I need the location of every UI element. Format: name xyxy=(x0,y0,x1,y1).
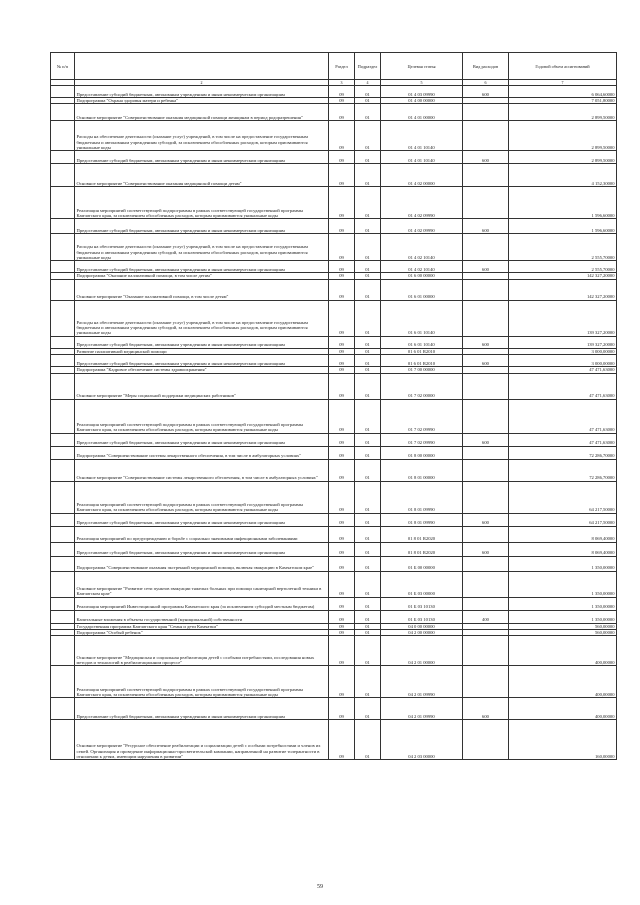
row-target-cell: 04 2 01 09990 xyxy=(381,698,463,720)
row-expense-type-cell: 600 xyxy=(463,513,509,526)
row-section-cell: 09 xyxy=(329,348,355,354)
row-name-cell: Расходы на обеспечение деятельности (оказание услуг) учреждений, в том числе на предоставление государственным бюджетным и автономным учреждениям субсидий, за исключением обособленных расходов, которым присваиваются уникальные коды xyxy=(75,121,329,151)
row-subsection-cell: 01 xyxy=(355,623,381,629)
row-target-cell: 01 8 01 R2020 xyxy=(381,526,463,542)
row-target-cell: 01 4 02 09990 xyxy=(381,187,463,219)
row-amount-cell: 1 596,60000 xyxy=(509,219,617,234)
table-row xyxy=(51,526,617,542)
row-amount-cell: 8 069,40000 xyxy=(509,542,617,556)
row-amount-cell: 47 471,63000 xyxy=(509,373,617,399)
row-subsection-cell: 01 xyxy=(355,373,381,399)
row-expense-type-cell: 600 xyxy=(463,698,509,720)
row-amount-cell: 3 000,00000 xyxy=(509,355,617,367)
row-expense-type-cell xyxy=(463,121,509,151)
row-amount-cell: 47 471,63000 xyxy=(509,399,617,433)
header-section: Раздел xyxy=(329,53,355,80)
row-amount-cell: 72 286,70000 xyxy=(509,459,617,481)
row-subsection-cell: 01 xyxy=(355,459,381,481)
row-subsection-cell: 01 xyxy=(355,121,381,151)
row-subsection-cell: 01 xyxy=(355,542,381,556)
row-section-cell: 09 xyxy=(329,446,355,459)
table-row xyxy=(51,300,617,336)
row-section-cell: 09 xyxy=(329,86,355,98)
row-name-cell: Предоставление субсидий бюджетным, автономным учреждениям и иным некоммерческим организациям xyxy=(75,336,329,348)
row-expense-type-cell xyxy=(463,164,509,187)
table-row xyxy=(51,187,617,219)
row-number-cell xyxy=(51,151,75,164)
row-subsection-cell: 01 xyxy=(355,279,381,300)
row-name-cell: Основное мероприятие "Развитие сети пунктов эвакуации тяжелых больных при помощи санитарной вертолетной техники в Камчатском крае" xyxy=(75,571,329,597)
row-target-cell: 04 0 00 00000 xyxy=(381,623,463,629)
row-section-cell: 09 xyxy=(329,698,355,720)
row-name-cell: Реализация мероприятий соответствующей подпрограммы в рамках соответствующей государственной программы Камчатского края, за исключением обособленных расходов, которым присваиваются уникальные коды xyxy=(75,666,329,698)
row-target-cell: 01 4 01 00000 xyxy=(381,104,463,121)
row-number-cell xyxy=(51,373,75,399)
row-target-cell: 01 6 01 00000 xyxy=(381,279,463,300)
row-amount-cell: 1 596,60000 xyxy=(509,187,617,219)
row-number-cell xyxy=(51,433,75,446)
row-section-cell: 09 xyxy=(329,433,355,446)
table-row xyxy=(51,433,617,446)
table-row xyxy=(51,373,617,399)
row-expense-type-cell xyxy=(463,104,509,121)
row-amount-cell: 1 350,00000 xyxy=(509,597,617,610)
row-target-cell: 01 4 02 10140 xyxy=(381,234,463,261)
row-amount-cell: 560,00000 xyxy=(509,630,617,636)
row-number-cell xyxy=(51,597,75,610)
header-no: № п/п xyxy=(51,53,75,80)
row-name-cell: Предоставление субсидий бюджетным, автономным учреждениям и иным некоммерческим организациям xyxy=(75,151,329,164)
row-section-cell: 09 xyxy=(329,636,355,666)
row-subsection-cell: 01 xyxy=(355,367,381,373)
table-row xyxy=(51,542,617,556)
table-row xyxy=(51,164,617,187)
row-amount-cell: 47 471,63000 xyxy=(509,367,617,373)
row-section-cell: 09 xyxy=(329,399,355,433)
row-amount-cell: 64 217,50000 xyxy=(509,513,617,526)
row-number-cell xyxy=(51,556,75,571)
row-subsection-cell: 01 xyxy=(355,433,381,446)
row-name-cell: Основное мероприятие "Ресурсное обеспечение реабилитации и социализации детей с особыми потребностями и членов их семей. Организация и проведение информационно-просветительской кампании, направленной на развитие толерантности в отношении к детям, имеющим нарушения в развитии" xyxy=(75,720,329,760)
row-section-cell: 09 xyxy=(329,367,355,373)
header-target: Целевая статья xyxy=(381,53,463,80)
header-row xyxy=(51,53,617,80)
row-target-cell: 01 Б 03 00000 xyxy=(381,571,463,597)
row-number-cell xyxy=(51,446,75,459)
row-subsection-cell: 01 xyxy=(355,636,381,666)
row-expense-type-cell: 600 xyxy=(463,542,509,556)
row-expense-type-cell xyxy=(463,597,509,610)
row-target-cell: 01 4 01 10140 xyxy=(381,151,463,164)
row-expense-type-cell xyxy=(463,234,509,261)
row-subsection-cell: 01 xyxy=(355,513,381,526)
row-subsection-cell: 01 xyxy=(355,104,381,121)
row-section-cell: 09 xyxy=(329,219,355,234)
row-target-cell: 01 4 02 10140 xyxy=(381,261,463,273)
row-target-cell: 01 Б 03 10130 xyxy=(381,597,463,610)
row-name-cell: Основное мероприятие "Оказание паллиативной помощи, в том числе детям" xyxy=(75,279,329,300)
row-name-cell: Предоставление субсидий бюджетным, автономным учреждениям и иным некоммерческим организациям xyxy=(75,698,329,720)
row-name-cell: Основное мероприятие "Совершенствование оказания медицинской помощи женщинам в период родоразрешения" xyxy=(75,104,329,121)
row-amount-cell: 8 069,40000 xyxy=(509,526,617,542)
row-number-cell xyxy=(51,279,75,300)
column-number: 7 xyxy=(509,80,617,86)
row-target-cell: 04 2 01 00000 xyxy=(381,636,463,666)
row-amount-cell: 142 327,20000 xyxy=(509,279,617,300)
row-amount-cell: 2 899,50000 xyxy=(509,151,617,164)
row-number-cell xyxy=(51,571,75,597)
table-row xyxy=(51,698,617,720)
row-amount-cell: 1 350,00000 xyxy=(509,610,617,623)
row-expense-type-cell xyxy=(463,556,509,571)
row-name-cell: Расходы на обеспечение деятельности (оказание услуг) учреждений, в том числе на предоставление государственным бюджетным и автономным учреждениям субсидий, за исключением обособленных расходов, которым присваиваются уникальные коды xyxy=(75,234,329,261)
row-name-cell: Развитие паллиативной медицинской помощи xyxy=(75,348,329,354)
table-row xyxy=(51,104,617,121)
row-section-cell: 09 xyxy=(329,355,355,367)
row-number-cell xyxy=(51,104,75,121)
row-target-cell: 04 2 03 00000 xyxy=(381,720,463,760)
row-target-cell: 01 4 03 09990 xyxy=(381,86,463,98)
row-number-cell xyxy=(51,187,75,219)
row-subsection-cell: 01 xyxy=(355,481,381,513)
column-number: 3 xyxy=(329,80,355,86)
row-amount-cell: 3 000,00000 xyxy=(509,348,617,354)
row-expense-type-cell xyxy=(463,373,509,399)
row-expense-type-cell: 600 xyxy=(463,151,509,164)
row-name-cell: Предоставление субсидий бюджетным, автономным учреждениям и иным некоммерческим организациям xyxy=(75,542,329,556)
row-amount-cell: 1 350,00000 xyxy=(509,556,617,571)
row-amount-cell: 4 152,30000 xyxy=(509,164,617,187)
row-amount-cell: 139 327,20000 xyxy=(509,300,617,336)
row-target-cell: 01 7 00 00000 xyxy=(381,367,463,373)
row-target-cell: 01 Б 03 10130 xyxy=(381,610,463,623)
row-amount-cell: 560,00000 xyxy=(509,623,617,629)
row-target-cell: 01 8 01 R2020 xyxy=(381,542,463,556)
row-subsection-cell: 01 xyxy=(355,219,381,234)
row-section-cell: 09 xyxy=(329,261,355,273)
table-row xyxy=(51,151,617,164)
header-name xyxy=(75,53,329,80)
row-amount-cell: 142 327,20000 xyxy=(509,273,617,279)
row-section-cell: 09 xyxy=(329,121,355,151)
table-row xyxy=(51,279,617,300)
table-row xyxy=(51,234,617,261)
row-number-cell xyxy=(51,481,75,513)
row-section-cell: 09 xyxy=(329,234,355,261)
table-row xyxy=(51,481,617,513)
row-name-cell: Предоставление субсидий бюджетным, автономным учреждениям и иным некоммерческим организациям xyxy=(75,433,329,446)
row-subsection-cell: 01 xyxy=(355,446,381,459)
row-target-cell: 01 8 01 00000 xyxy=(381,459,463,481)
row-number-cell xyxy=(51,513,75,526)
row-expense-type-cell: 600 xyxy=(463,219,509,234)
row-expense-type-cell xyxy=(463,399,509,433)
row-subsection-cell: 01 xyxy=(355,666,381,698)
row-number-cell xyxy=(51,526,75,542)
row-target-cell: 01 8 01 09990 xyxy=(381,513,463,526)
table-row xyxy=(51,121,617,151)
row-section-cell: 09 xyxy=(329,279,355,300)
row-section-cell: 09 xyxy=(329,373,355,399)
row-number-cell xyxy=(51,86,75,98)
row-name-cell: Реализация мероприятий соответствующей подпрограммы в рамках соответствующей государственной программы Камчатского края, за исключением обособленных расходов, которым присваиваются уникальные коды xyxy=(75,481,329,513)
row-target-cell: 01 6 01 R2010 xyxy=(381,355,463,367)
row-section-cell: 09 xyxy=(329,151,355,164)
row-target-cell: 01 Б 00 00000 xyxy=(381,556,463,571)
row-subsection-cell: 01 xyxy=(355,526,381,542)
page-number: 59 xyxy=(317,884,323,890)
row-subsection-cell: 01 xyxy=(355,355,381,367)
row-amount-cell: 72 286,70000 xyxy=(509,446,617,459)
row-subsection-cell: 01 xyxy=(355,98,381,104)
table-row xyxy=(51,597,617,610)
row-amount-cell: 400,00000 xyxy=(509,666,617,698)
row-expense-type-cell: 600 xyxy=(463,261,509,273)
row-expense-type-cell xyxy=(463,571,509,597)
row-expense-type-cell xyxy=(463,300,509,336)
row-name-cell: Реализация мероприятий Инвестиционной программы Камчатского края (за исключением субсидий местным бюджетам) xyxy=(75,597,329,610)
column-number: 4 xyxy=(355,80,381,86)
row-section-cell: 09 xyxy=(329,597,355,610)
row-expense-type-cell xyxy=(463,666,509,698)
row-name-cell: Реализация мероприятий соответствующей подпрограммы в рамках соответствующей государственной программы Камчатского края, за исключением обособленных расходов, которым присваиваются уникальные коды xyxy=(75,187,329,219)
row-number-cell xyxy=(51,610,75,623)
row-name-cell: Предоставление субсидий бюджетным, автономным учреждениям и иным некоммерческим организациям xyxy=(75,513,329,526)
row-section-cell: 09 xyxy=(329,526,355,542)
row-subsection-cell: 01 xyxy=(355,630,381,636)
table-row xyxy=(51,336,617,348)
row-amount-cell: 400,00000 xyxy=(509,698,617,720)
row-expense-type-cell xyxy=(463,187,509,219)
row-name-cell: Подпрограмма "Особый ребенок" xyxy=(75,630,329,636)
row-target-cell: 04 2 00 00000 xyxy=(381,630,463,636)
row-number-cell xyxy=(51,720,75,760)
row-number-cell xyxy=(51,336,75,348)
row-section-cell: 09 xyxy=(329,571,355,597)
row-expense-type-cell xyxy=(463,459,509,481)
row-expense-type-cell: 600 xyxy=(463,86,509,98)
row-section-cell: 09 xyxy=(329,513,355,526)
row-number-cell xyxy=(51,399,75,433)
table-row xyxy=(51,86,617,98)
row-number-cell xyxy=(51,698,75,720)
row-subsection-cell: 01 xyxy=(355,336,381,348)
row-amount-cell: 6 064,60000 xyxy=(509,86,617,98)
row-name-cell: Основное мероприятие "Медицинская и социальная реабилитация детей с особыми потребностями, исследования новых методов и технологий в реабилитационном процессе" xyxy=(75,636,329,666)
row-subsection-cell: 01 xyxy=(355,187,381,219)
row-target-cell: 01 6 01 R2010 xyxy=(381,348,463,354)
row-number-cell xyxy=(51,636,75,666)
table-row xyxy=(51,720,617,760)
row-name-cell: Предоставление субсидий бюджетным, автономным учреждениям и иным некоммерческим организациям xyxy=(75,219,329,234)
row-target-cell: 01 6 00 00000 xyxy=(381,273,463,279)
row-section-cell: 09 xyxy=(329,336,355,348)
row-name-cell: Расходы на обеспечение деятельности (оказание услуг) учреждений, в том числе на предоставление государственным бюджетным и автономным учреждениям субсидий, за исключением обособленных расходов, которым присваиваются уникальные коды xyxy=(75,300,329,336)
row-section-cell: 09 xyxy=(329,98,355,104)
row-expense-type-cell xyxy=(463,636,509,666)
row-subsection-cell: 01 xyxy=(355,571,381,597)
table-row xyxy=(51,261,617,273)
row-section-cell: 09 xyxy=(329,164,355,187)
row-number-cell xyxy=(51,459,75,481)
row-number-cell xyxy=(51,121,75,151)
row-amount-cell: 7 051,80000 xyxy=(509,98,617,104)
row-name-cell: Подпрограмма "Совершенствование системы лекарственного обеспечения, в том числе в амбулаторных условиях" xyxy=(75,446,329,459)
column-number: 2 xyxy=(75,80,329,86)
row-target-cell: 01 7 02 09990 xyxy=(381,433,463,446)
row-amount-cell: 1 350,00000 xyxy=(509,571,617,597)
row-amount-cell: 47 471,63000 xyxy=(509,433,617,446)
row-section-cell: 09 xyxy=(329,300,355,336)
row-subsection-cell: 01 xyxy=(355,698,381,720)
row-target-cell: 04 2 01 09990 xyxy=(381,666,463,698)
table-row xyxy=(51,636,617,666)
row-number-cell xyxy=(51,164,75,187)
table-row xyxy=(51,446,617,459)
row-expense-type-cell xyxy=(463,446,509,459)
row-expense-type-cell: 400 xyxy=(463,610,509,623)
table-row xyxy=(51,355,617,367)
row-name-cell: Основное мероприятие "Совершенствование системы лекарственного обеспечения, в том числе в амбулаторных условиях" xyxy=(75,459,329,481)
row-number-cell xyxy=(51,355,75,367)
row-section-cell: 09 xyxy=(329,666,355,698)
row-target-cell: 01 4 02 00000 xyxy=(381,164,463,187)
table-body xyxy=(51,86,617,760)
row-name-cell: Подпрограмма "Охрана здоровья матери и ребенка" xyxy=(75,98,329,104)
table-row xyxy=(51,610,617,623)
row-section-cell: 09 xyxy=(329,104,355,121)
row-name-cell: Основное мероприятие "Меры социальной поддержки медицинских работников" xyxy=(75,373,329,399)
column-number: 6 xyxy=(463,80,509,86)
table-row xyxy=(51,219,617,234)
row-name-cell: Подпрограмма "Совершенствование оказания экстренной медицинской помощи, включая эвакуацию в Камчатском крае" xyxy=(75,556,329,571)
row-section-cell: 09 xyxy=(329,623,355,629)
row-subsection-cell: 01 xyxy=(355,86,381,98)
table-row xyxy=(51,399,617,433)
row-subsection-cell: 01 xyxy=(355,348,381,354)
row-number-cell xyxy=(51,666,75,698)
row-subsection-cell: 01 xyxy=(355,273,381,279)
row-subsection-cell: 01 xyxy=(355,151,381,164)
table-row xyxy=(51,571,617,597)
row-amount-cell: 2 555,70000 xyxy=(509,261,617,273)
row-amount-cell: 160,00000 xyxy=(509,720,617,760)
row-target-cell: 01 7 02 00000 xyxy=(381,373,463,399)
row-subsection-cell: 01 xyxy=(355,556,381,571)
row-amount-cell: 64 217,50000 xyxy=(509,481,617,513)
row-section-cell: 09 xyxy=(329,481,355,513)
row-section-cell: 09 xyxy=(329,542,355,556)
row-expense-type-cell: 600 xyxy=(463,336,509,348)
row-name-cell: Капитальные вложения в объекты государственной (муниципальной) собственности xyxy=(75,610,329,623)
row-number-cell xyxy=(51,219,75,234)
row-amount-cell: 2 555,70000 xyxy=(509,234,617,261)
row-amount-cell: 139 327,20000 xyxy=(509,336,617,348)
budget-table xyxy=(50,52,617,760)
row-target-cell: 01 6 01 10140 xyxy=(381,336,463,348)
row-name-cell: Предоставление субсидий бюджетным, автономным учреждениям и иным некоммерческим организациям xyxy=(75,86,329,98)
header-subsection: Подраздел xyxy=(355,53,381,80)
row-target-cell: 01 8 00 00000 xyxy=(381,446,463,459)
header-expense-type: Вид расходов xyxy=(463,53,509,80)
row-subsection-cell: 01 xyxy=(355,597,381,610)
row-expense-type-cell xyxy=(463,481,509,513)
row-target-cell: 01 4 01 10140 xyxy=(381,121,463,151)
row-subsection-cell: 01 xyxy=(355,234,381,261)
row-expense-type-cell xyxy=(463,279,509,300)
row-section-cell: 09 xyxy=(329,187,355,219)
row-expense-type-cell xyxy=(463,720,509,760)
row-section-cell: 09 xyxy=(329,556,355,571)
row-section-cell: 09 xyxy=(329,459,355,481)
row-section-cell: 09 xyxy=(329,273,355,279)
header-amount: Годовой объем ассигнований xyxy=(509,53,617,80)
row-name-cell: Государственная программа Камчатского края "Семья и дети Камчатки" xyxy=(75,623,329,629)
row-subsection-cell: 01 xyxy=(355,261,381,273)
row-amount-cell: 2 899,50000 xyxy=(509,121,617,151)
row-target-cell: 01 4 02 09990 xyxy=(381,219,463,234)
row-name-cell: Подпрограмма "Кадровое обеспечение системы здравоохранения" xyxy=(75,367,329,373)
row-expense-type-cell: 600 xyxy=(463,355,509,367)
row-name-cell: Предоставление субсидий бюджетным, автономным учреждениям и иным некоммерческим организациям xyxy=(75,355,329,367)
row-section-cell: 09 xyxy=(329,720,355,760)
row-name-cell: Реализация мероприятий по предупреждению и борьбе с социально значимыми инфекционными заболеваниями xyxy=(75,526,329,542)
table-row xyxy=(51,556,617,571)
row-subsection-cell: 01 xyxy=(355,610,381,623)
row-target-cell: 01 8 01 09990 xyxy=(381,481,463,513)
table-row xyxy=(51,459,617,481)
row-subsection-cell: 01 xyxy=(355,164,381,187)
row-target-cell: 01 6 01 10140 xyxy=(381,300,463,336)
table-row xyxy=(51,666,617,698)
row-section-cell: 09 xyxy=(329,630,355,636)
row-amount-cell: 400,00000 xyxy=(509,636,617,666)
row-number-cell xyxy=(51,300,75,336)
row-amount-cell: 2 899,50000 xyxy=(509,104,617,121)
row-subsection-cell: 01 xyxy=(355,720,381,760)
column-number: 5 xyxy=(381,80,463,86)
row-name-cell: Основное мероприятие "Совершенствование оказания медицинской помощи детям" xyxy=(75,164,329,187)
row-target-cell: 01 4 00 00000 xyxy=(381,98,463,104)
row-target-cell: 01 7 02 09990 xyxy=(381,399,463,433)
row-name-cell: Предоставление субсидий бюджетным, автономным учреждениям и иным некоммерческим организациям xyxy=(75,261,329,273)
row-number-cell xyxy=(51,542,75,556)
row-name-cell: Подпрограмма "Оказание паллиативной помощи, в том числе детям" xyxy=(75,273,329,279)
row-subsection-cell: 01 xyxy=(355,399,381,433)
row-expense-type-cell xyxy=(463,526,509,542)
row-expense-type-cell: 600 xyxy=(463,433,509,446)
table-row xyxy=(51,513,617,526)
row-section-cell: 09 xyxy=(329,610,355,623)
row-number-cell xyxy=(51,234,75,261)
row-subsection-cell: 01 xyxy=(355,300,381,336)
row-name-cell: Реализация мероприятий соответствующей подпрограммы в рамках соответствующей государственной программы Камчатского края, за исключением обособленных расходов, которым присваиваются уникальные коды xyxy=(75,399,329,433)
row-number-cell xyxy=(51,261,75,273)
